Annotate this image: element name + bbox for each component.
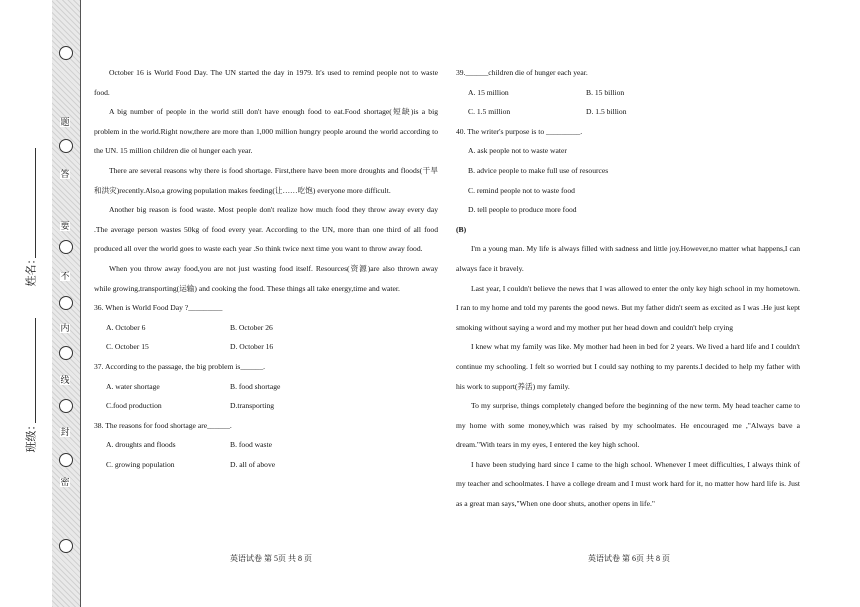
name-label: 姓名： — [25, 253, 38, 287]
option: C. growing population — [106, 459, 175, 469]
question-stem: 39.______children die of hunger each year. — [456, 68, 588, 77]
passage-paragraph: A big number of people in the world still don't have enough food to eat.Food shortage(短缺)is a big problem in the world.Right now,there are more than 1,000 million hungry people around the world according to the UN. 15 million children die ol hunger each year. — [94, 107, 438, 156]
passage-paragraph: I'm a young man. My life is always filled with sadness and little joy.However,no matter what happens,I can always face it bravely. — [456, 244, 800, 273]
punch-hole — [59, 346, 73, 360]
option: D. October 16 — [230, 342, 274, 352]
seal-char: 内 — [60, 323, 70, 333]
option: A. ask people not to waste water — [468, 146, 567, 156]
option: D. tell people to produce more food — [468, 205, 577, 215]
option: A. 15 million — [468, 87, 509, 97]
seal-char: 线 — [60, 375, 70, 385]
question-stem: 36. When is World Food Day ?_________ — [94, 303, 223, 313]
punch-hole — [59, 46, 73, 60]
seal-char: 题 — [60, 117, 70, 127]
question-stem: 38. The reasons for food shortage are______. — [94, 420, 232, 430]
section-heading: (B) — [456, 224, 467, 234]
option: B. food waste — [230, 440, 272, 450]
passage-paragraph: There are several reasons why there is food shortage. First,there have been more droughts and floods(干旱和洪灾)recently.Also,a growing population makes feeding(让……吃饱) everyone more difficult. — [94, 165, 438, 195]
punch-hole — [59, 453, 73, 467]
seal-char: 要 — [60, 221, 70, 231]
punch-hole — [59, 240, 73, 254]
seal-char: 答 — [60, 169, 70, 179]
question-stem: 40. The writer's purpose is to _________. — [456, 126, 583, 136]
page-footer-right: 英语试卷 第 6页 共 8 页 — [588, 554, 670, 563]
question-stem: 37. According to the passage, the big problem is______. — [94, 361, 266, 371]
option-row — [94, 318, 438, 338]
class-underline — [35, 318, 36, 423]
passage-paragraph: I have been studying hard since I came to the high school. Whenever I meet difficulties, I always think of my teacher and schoolmates. I have a college dream and I must work hard for it, no matter how hard life is. Just as a great man says,"When one door shuts, another opens in life." — [456, 459, 800, 509]
class-label: 班级： — [25, 419, 38, 453]
option: A. October 6 — [106, 322, 146, 332]
punch-hole — [59, 539, 73, 553]
option: C.food production — [106, 401, 162, 411]
seal-char: 不 — [60, 271, 70, 281]
right-column — [456, 63, 800, 514]
punch-hole — [59, 399, 73, 413]
option: B. 15 billion — [586, 87, 625, 97]
passage-paragraph: I knew what my family was like. My mother had heen in bed for 2 years. We lived a hard life and I couldn't continue my schooling. I felt so worried but I could say nothing to my parents.I decided to help my father with his work to support(养活) my family. — [456, 342, 800, 391]
passage-paragraph: October 16 is World Food Day. The UN started the day in 1979. It's used to remind people not to waste food. — [94, 68, 438, 97]
option-row — [456, 102, 800, 122]
passage-paragraph: To my surprise, things completely changed before the beginning of the new term. My head teacher came to my home with some money,which was raised by my schoolmates. He encouraged me ,"Always bave a dream."With tears in my eyes, I entered the key high school. — [456, 401, 800, 450]
option: C. October 15 — [106, 342, 149, 352]
option: C. 1.5 million — [468, 107, 511, 117]
option-row — [456, 83, 800, 103]
option-row — [94, 337, 438, 357]
option: C. remind people not to waste food — [468, 185, 575, 195]
punch-hole — [59, 139, 73, 153]
seal-char: 密 — [60, 477, 70, 487]
option: A. droughts and floods — [106, 440, 176, 450]
passage-paragraph: Last year, I couldn't believe the news that I was allowed to enter the only key high school in my hometown. I ran to my home and told my parents the good news. But my father didn't seem as excited as I was .He just kept smoking without saying a word and my mother put her head down and couldn't help crying — [456, 283, 800, 332]
option-row — [94, 455, 438, 475]
seal-char: 封 — [60, 427, 70, 437]
option: D. all of above — [230, 459, 276, 469]
punch-hole — [59, 296, 73, 310]
option-row — [94, 396, 438, 416]
name-underline — [35, 148, 36, 258]
option: A. water shortage — [106, 381, 160, 391]
passage-paragraph: Another big reason is food waste. Most people don't realize how much food they throw away every day .The average person wastes 50kg of food every year. According to the UN, more than one third of all food produced all over the world goes to waste each year .So think twice next time you want to throw away food. — [94, 205, 438, 254]
option: B. advice people to make full use of resources — [468, 165, 609, 175]
option: D.transporting — [230, 401, 275, 411]
left-column — [94, 63, 438, 474]
option: B. October 26 — [230, 322, 273, 332]
page-footer-left: 英语试卷 第 5页 共 8 页 — [230, 554, 312, 563]
option: B. food shortage — [230, 381, 281, 391]
passage-paragraph: When you throw away food,you are not just wasting food itself. Resources(资源)are also thrown away while growing,transporting(运输) and cooking the food. These things all take energy,time and water. — [94, 263, 438, 293]
option-row — [94, 435, 438, 455]
option-row — [94, 377, 438, 397]
option: D. 1.5 billion — [586, 107, 627, 117]
